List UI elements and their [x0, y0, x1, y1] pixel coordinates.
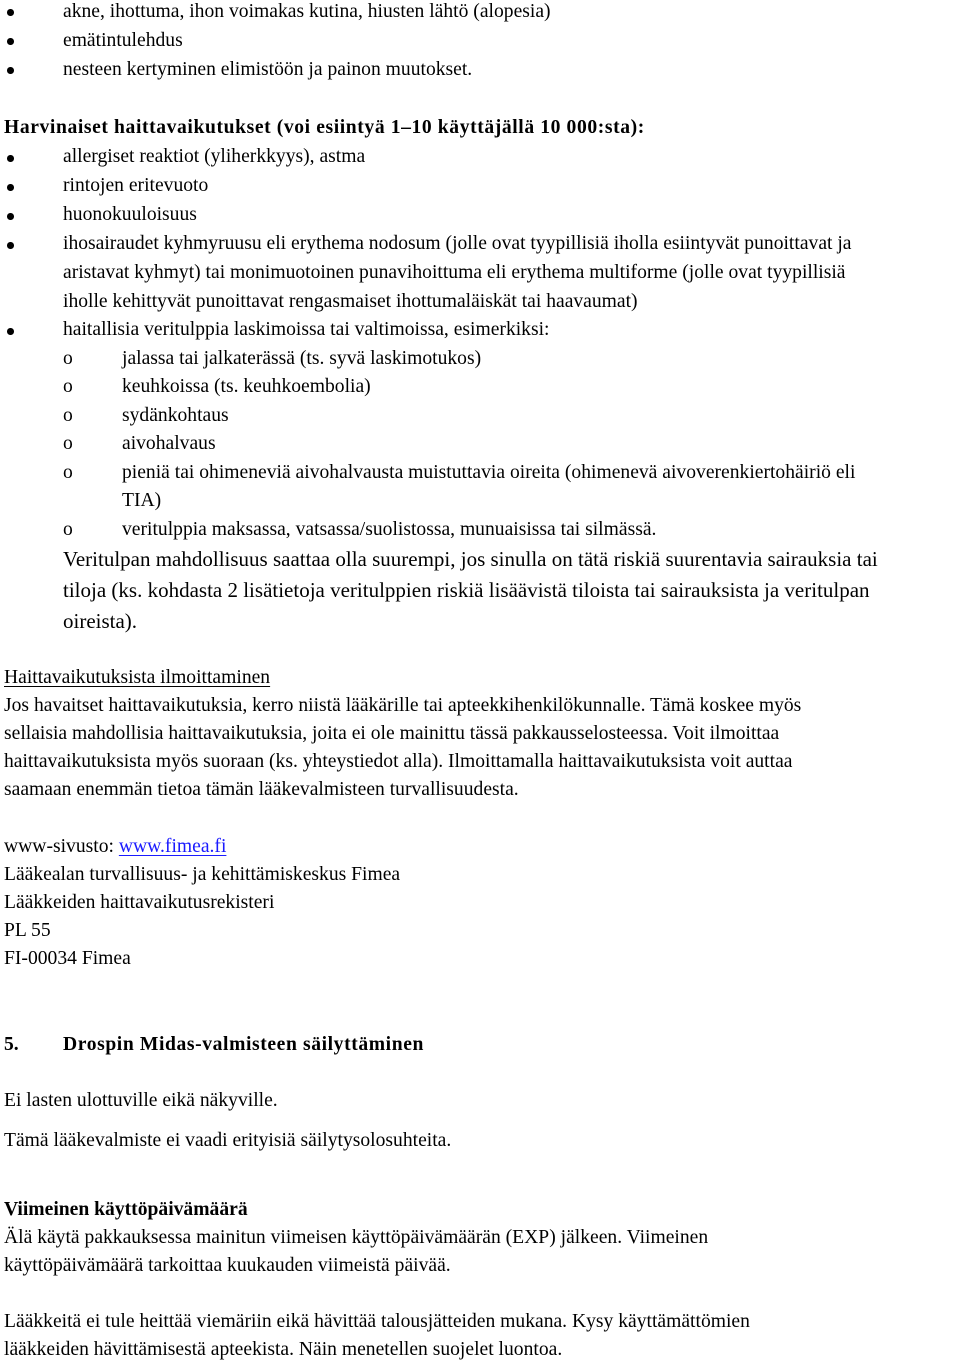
- sub-list-item: pieniä tai ohimeneviä aivohalvausta muistuttavia oireita (ohimenevä aivoverenkiertohäiriö eli: [122, 462, 856, 483]
- section-title: Drospin Midas-valmisteen säilyttäminen: [63, 1034, 424, 1055]
- circle-bullet-icon: o: [63, 462, 73, 483]
- paragraph-line: sellaisia mahdollisia haittavaikutuksia, joita ei ole mainittu tässä pakkausselosteessa. Voit ilmoittaa: [4, 723, 780, 744]
- bullet-icon: [7, 67, 14, 74]
- sub-list-item-continuation: TIA): [122, 490, 162, 511]
- paragraph-line: Ei lasten ulottuville eikä näkyville.: [4, 1090, 278, 1111]
- paragraph-line: Lääkkeitä ei tule heittää viemäriin eikä hävittää talousjätteiden mukana. Kysy käyttämättömien: [4, 1311, 750, 1332]
- paragraph-line: saamaan enemmän tietoa tämän lääkevalmisteen turvallisuudesta.: [4, 779, 519, 800]
- sub-list-item: sydänkohtaus: [122, 405, 229, 426]
- list-item: huonokuuloisuus: [63, 204, 197, 225]
- list-item: ihosairaudet kyhmyruusu eli erythema nodosum (jolle ovat tyypillisiä iholla esiintyvät punoittavat ja: [63, 233, 852, 254]
- list-item: emätintulehdus: [63, 30, 183, 51]
- list-item: rintojen eritevuoto: [63, 175, 209, 196]
- circle-bullet-icon: o: [63, 376, 73, 397]
- paragraph-line: käyttöpäivämäärä tarkoittaa kuukauden viimeistä päivää.: [4, 1255, 451, 1276]
- circle-bullet-icon: o: [63, 348, 73, 369]
- circle-bullet-icon: o: [63, 433, 73, 454]
- risk-note: oireista).: [63, 609, 138, 633]
- list-item: nesteen kertyminen elimistöön ja painon muutokset.: [63, 59, 473, 80]
- paragraph-line: haittavaikutuksista myös suoraan (ks. yhteystiedot alla). Ilmoittamalla haittavaikutuksista voit auttaa: [4, 751, 793, 772]
- sub-list-item: veritulppia maksassa, vatsassa/suolistossa, munuaisissa tai silmässä.: [122, 519, 657, 540]
- list-item-continuation: iholle kehittyvät punoittavat rengasmaiset ihottumaläiskät tai haavaumat): [63, 291, 638, 312]
- bullet-icon: [7, 213, 14, 220]
- list-item: allergiset reaktiot (yliherkkyys), astma: [63, 146, 366, 167]
- list-item: akne, ihottuma, ihon voimakas kutina, hiusten lähtö (alopesia): [63, 1, 551, 22]
- expiry-heading: Viimeinen käyttöpäivämäärä: [4, 1199, 248, 1220]
- circle-bullet-icon: o: [63, 519, 73, 540]
- website-label: www-sivusto:: [4, 836, 119, 857]
- paragraph-line: Älä käytä pakkauksessa mainitun viimeisen käyttöpäivämäärän (EXP) jälkeen. Viimeinen: [4, 1227, 709, 1248]
- address-line: Lääkkeiden haittavaikutusrekisteri: [4, 892, 275, 913]
- bullet-icon: [7, 38, 14, 45]
- address-line: Lääkealan turvallisuus- ja kehittämiskeskus Fimea: [4, 864, 401, 885]
- sub-list-item: keuhkoissa (ts. keuhkoembolia): [122, 376, 371, 397]
- address-line: FI-00034 Fimea: [4, 948, 131, 969]
- address-line: PL 55: [4, 920, 51, 941]
- paragraph-line: Jos havaitset haittavaikutuksia, kerro niistä lääkärille tai apteekkihenkilökunnalle. Tämä koskee myös: [4, 695, 802, 716]
- bullet-icon: [7, 184, 14, 191]
- reporting-heading: Haittavaikutuksista ilmoittaminen: [4, 667, 271, 688]
- circle-bullet-icon: o: [63, 405, 73, 426]
- bullet-icon: [7, 242, 14, 249]
- sub-list-item: jalassa tai jalkaterässä (ts. syvä laskimotukos): [122, 348, 482, 369]
- list-item-continuation: aristavat kyhmyt) tai monimuotoinen punavihoittuma eli erythema multiforme (jolle ovat tyypillisiä: [63, 262, 846, 283]
- risk-note: Veritulpan mahdollisuus saattaa olla suurempi, jos sinulla on tätä riskiä suurentavia sairauksia tai: [63, 547, 878, 571]
- list-item: haitallisia veritulppia laskimoissa tai valtimoissa, esimerkiksi:: [63, 319, 550, 340]
- bullet-icon: [7, 155, 14, 162]
- website-line: [4, 837, 226, 857]
- bullet-icon: [7, 9, 14, 16]
- fimea-link[interactable]: www.fimea.fi: [118, 836, 227, 857]
- paragraph-line: lääkkeiden hävittämisestä apteekista. Näin menetellen suojelet luontoa.: [4, 1339, 563, 1360]
- sub-list-item: aivohalvaus: [122, 433, 216, 454]
- paragraph-line: Tämä lääkevalmiste ei vaadi erityisiä säilytysolosuhteita.: [4, 1130, 452, 1151]
- section-number: 5.: [4, 1034, 19, 1055]
- rare-effects-heading: Harvinaiset haittavaikutukset (voi esiintyä 1–10 käyttäjällä 10 000:sta):: [4, 117, 645, 138]
- bullet-icon: [7, 328, 14, 335]
- risk-note: tiloja (ks. kohdasta 2 lisätietoja veritulppien riskiä lisäävistä tiloista tai sairauksista ja veritulpan: [63, 578, 870, 602]
